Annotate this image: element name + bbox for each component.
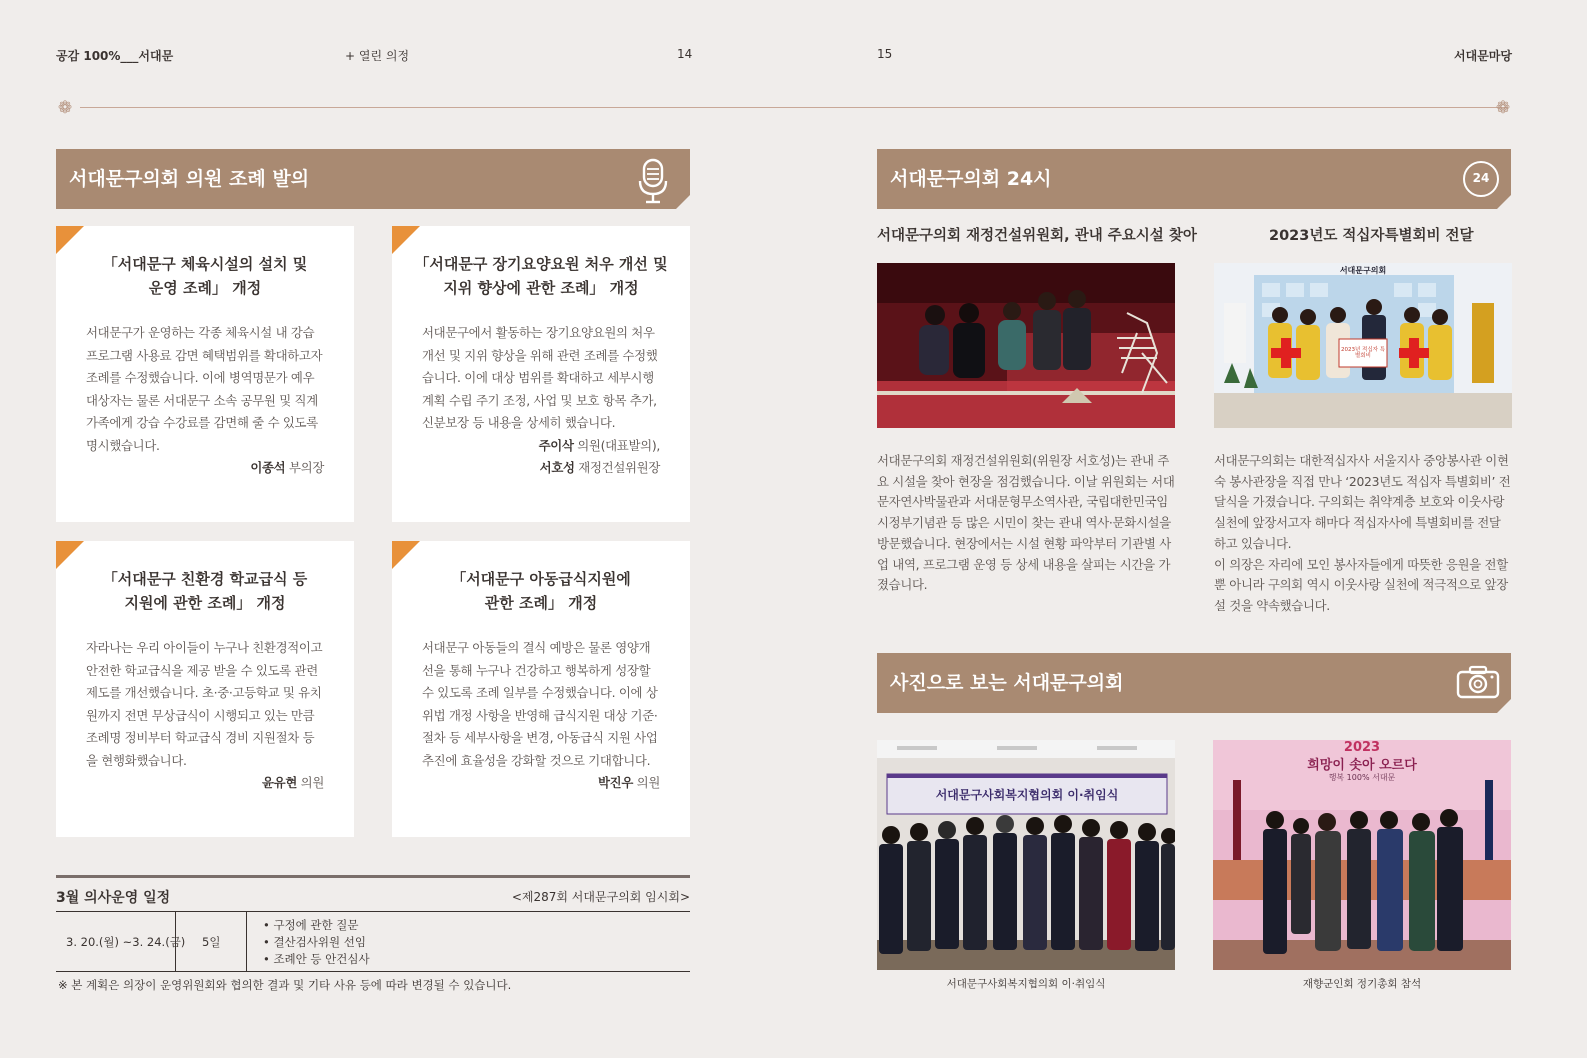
article-body: 서대문구의회 재정건설위원회(위원장 서호성)는 관내 주요 시설을 찾아 현장을 점검했습니다. 이날 위원회는 서대문자연사박물관과 서대문형무소역사관, 국립대한민국임시정부기념관 등 많은 시민이 찾는 관내 역사·문화시설을 방문했습니다. 현장에서는 시설 현황 파악부터 기관별 사업 내역, 프로그램 운영 등 상세 내용을 살피는 시간을 가졌습니다. — [877, 453, 1175, 593]
card-title: 「서대문구 체육시설의 설치 및 운영 조례」 개정 — [102, 255, 308, 297]
council-24-banner — [877, 149, 1511, 209]
card-title: 「서대문구 아동급식지원에 관한 조례」 개정 — [451, 570, 631, 612]
schedule-title: 3월 의사운영 일정 — [56, 890, 171, 906]
photo-gallery-banner — [877, 653, 1511, 713]
photo-gallery-banner-title: 사진으로 보는 서대문구의회 — [890, 672, 1124, 694]
card-body: 서대문구가 운영하는 각종 체육시설 내 강습 프로그램 사용료 감면 혜택범위를 확대하고자 조례를 수정했습니다. 이에 병역명문가 예우대상자는 물론 서대문구 소속 공무원 및 직계가족에게 강습 수강료를 감면해 줄 수 있도록 명시했습니다. 이종석 부의장 — [86, 322, 324, 480]
microphone-icon — [636, 157, 670, 205]
camera-icon — [1455, 664, 1501, 700]
event-banner-text: 서대문구사회복지협의회 이·취임식 — [935, 788, 1119, 802]
header-divider — [80, 107, 1508, 108]
card-body: 자라나는 우리 아이들이 누구나 친환경적이고 안전한 학교급식을 제공 받을 수 있도록 관련 제도를 개선했습니다. 초·중·고등학교 및 유치원까지 전면 무상급식이 시행되고 있는 만큼 조례명 정비부터 학교급식 경비 지원절차 등을 현행화했습니다. 윤유현 의원 — [86, 637, 324, 795]
card-signature: 윤유현 의원 — [262, 775, 324, 790]
clock-24-badge-icon: 24 — [1463, 161, 1499, 197]
article-heading: 2023년도 적십자특별회비 전달 — [1269, 228, 1474, 244]
schedule-days: 5일 — [202, 935, 221, 949]
schedule-bottom-rule — [56, 971, 690, 972]
schedule-divider — [56, 911, 690, 912]
card-body: 서대문구 아동들의 결식 예방은 물론 영양개선을 통해 누구나 건강하고 행복하게 성장할 수 있도록 조례 일부를 수정했습니다. 이에 상위법 개정 사항을 반영해 급식지원 대상 기준·절차 등 세부사항을 변경, 아동급식 지원 사업 추진에 효율성을 강화할 것으로 기대합니다. 박진우 의원 — [422, 637, 660, 795]
red-cross-donation-photo — [1214, 263, 1512, 428]
banner-corner — [1497, 195, 1511, 209]
event-banner-text: 희망이 솟아 오르다 — [1307, 758, 1417, 773]
ordinance-card — [392, 541, 690, 837]
banner-corner — [1497, 699, 1511, 713]
card-signature: 주이삭 의원(대표발의), — [538, 437, 660, 453]
article-body: 서대문구의회는 대한적십자사 서울지사 중앙봉사관 이현숙 봉사관장을 직접 만나 ‘2023년도 적십자 특별회비’ 전달식을 가졌습니다. 구의회는 취약계층 보호와 이웃사랑 실천에 앞장서고자 해마다 적십자사에 특별회비를 전달하고 있습니다. 이 의장은 자리에 모인 봉사자들에게 따뜻한 응원을 전할 뿐 아니라 구의회 역시 이웃사랑 실천에 적극적으로 앞장설 것을 약속했습니다. — [1214, 453, 1511, 613]
card-corner-triangle — [392, 226, 420, 254]
card-corner-triangle — [56, 541, 84, 569]
event-banner-subtext: 행복 100% 서대문 — [1328, 773, 1396, 782]
ordinance-banner — [56, 149, 690, 209]
photo-sign-text: 서대문구의회 — [1339, 266, 1387, 275]
ordinance-card — [392, 226, 690, 522]
council-24-banner-title: 서대문구의회 24시 — [890, 168, 1052, 190]
museum-visit-photo — [877, 263, 1175, 428]
schedule-session: <제287회 서대문구의회 임시회> — [511, 890, 690, 904]
page-number-right: 15 — [877, 47, 893, 61]
welfare-council-photo — [877, 740, 1175, 970]
flower-ornament-icon: ❁ — [1495, 98, 1511, 118]
article-heading: 서대문구의회 재정건설위원회, 관내 주요시설 찾아 — [877, 228, 1197, 244]
schedule-column-divider — [246, 911, 247, 971]
schedule-date: 3. 20.(월) ~3. 24.(금) — [66, 935, 186, 949]
photo-caption: 서대문구사회복지협의회 이·취임식 — [946, 978, 1106, 990]
card-signature: 서호성 재정건설위원장 — [539, 460, 660, 475]
card-corner-triangle — [56, 226, 84, 254]
header-brand-right: 서대문마당 — [1454, 49, 1512, 63]
header-brand-left: 공감 100%___서대문 — [56, 49, 174, 63]
donation-board-text: 2023년 적십자 특별회비 — [1340, 347, 1386, 359]
card-corner-triangle — [392, 541, 420, 569]
schedule-top-rule — [56, 875, 690, 878]
card-title: 「서대문구 장기요양요원 처우 개선 및 지위 향상에 관한 조례」 개정 — [414, 255, 668, 297]
card-signature: 이종석 부의장 — [250, 460, 324, 475]
veterans-meeting-photo — [1213, 740, 1511, 970]
photo-caption: 재향군인회 정기총회 참석 — [1302, 978, 1422, 990]
schedule-footnote: ※ 본 계획은 의장이 운영위원회와 협의한 결과 및 기타 사유 등에 따라 변경될 수 있습니다. — [58, 978, 512, 992]
page-number-left: 14 — [677, 47, 693, 61]
card-body: 서대문구에서 활동하는 장기요양요원의 처우 개선 및 지위 향상을 위해 관련 조례를 수정했습니다. 이에 대상 범위를 확대하고 세부시행 계획 수립 주기 조정, 사업 및 보호 항목 추가, 신분보장 등 내용을 상세히 했습니다. 주이삭 의원(대표발의), 서호성 재정건설위원장 — [422, 322, 660, 480]
ordinance-banner-title: 서대문구의회 의원 조례 발의 — [69, 168, 310, 190]
header-section: + 열린 의정 — [345, 49, 410, 63]
schedule-items: • 구정에 관한 질문 • 결산검사위원 선임 • 조례안 등 안건심사 — [263, 918, 370, 966]
banner-corner — [676, 195, 690, 209]
card-title: 「서대문구 친환경 학교급식 등 지원에 관한 조례」 개정 — [102, 570, 308, 612]
flower-ornament-icon: ❁ — [57, 98, 73, 118]
ordinance-card — [56, 541, 354, 837]
ordinance-card — [56, 226, 354, 522]
card-signature: 박진우 의원 — [598, 775, 660, 790]
event-banner-year: 2023 — [1343, 740, 1381, 755]
